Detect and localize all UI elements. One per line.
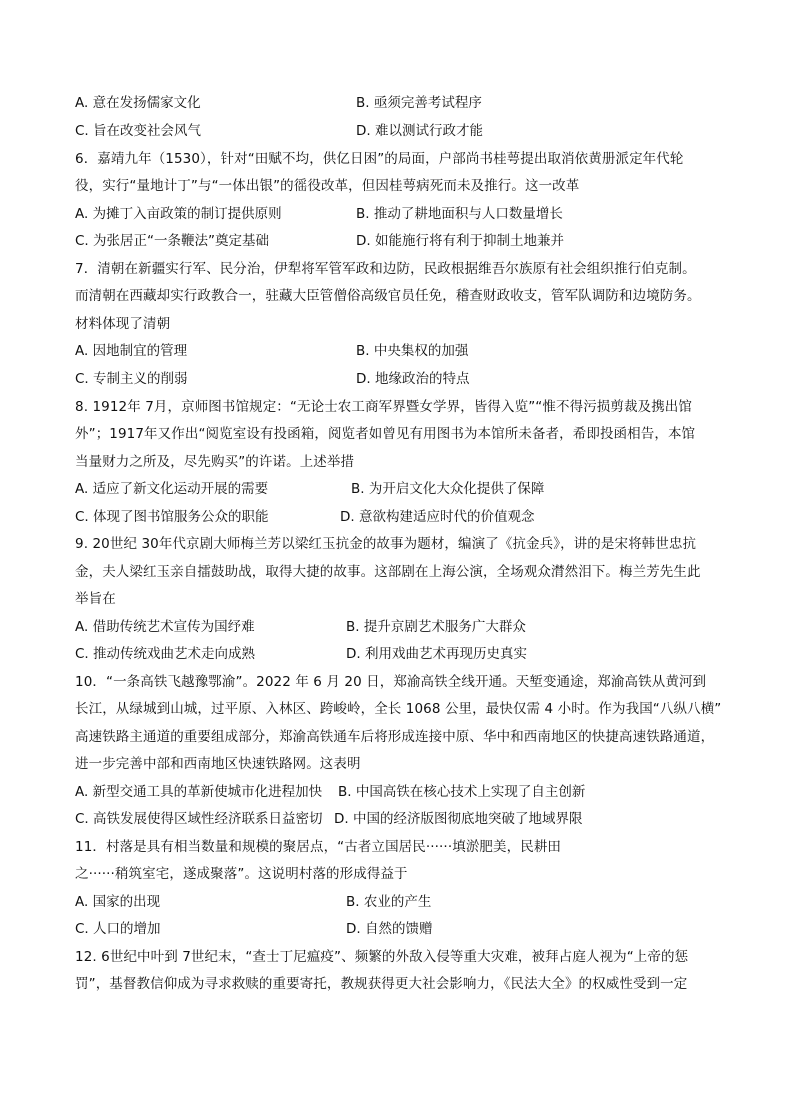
q10-option-a: A. 新型交通工具的革新使城市化进程加快 [75,784,323,800]
q8-stem-line: 当量财力之所及，尽先购买”的许诺。上述举措 [75,454,355,470]
q9-stem-line: 金，夫人梁红玉亲自擂鼓助战，取得大捷的故事。这部剧在上海公演，全场观众潸然泪下。梅兰芳先生此 [75,564,701,580]
q10-option-d: D. 中国的经济版图彻底地突破了地域界限 [334,811,583,827]
q8-stem-line: 8. 1912年 7月，京师图书馆规定：“无论士农工商军界暨女学界，皆得入览”“惟不得污损剪裁及携出馆 [75,399,692,415]
q9-option-c: C. 推动传统戏曲艺术走向成熟 [75,646,256,662]
q9-option-a: A. 借助传统艺术宣传为国纾难 [75,619,255,635]
q10-stem-line: 高速铁路主通道的重要组成部分，郑渝高铁通车后将形成连接中原、华中和西南地区的快捷高速铁路通道， [75,729,715,745]
q7-option-d: D. 地缘政治的特点 [356,371,470,387]
q6-option-c: C. 为张居正“一条鞭法”奠定基础 [75,233,269,249]
q7-option-b: B. 中央集权的加强 [356,343,469,359]
q9-stem-line: 举旨在 [75,591,116,607]
q10-stem-line: 进一步完善中部和西南地区快速铁路网。这表明 [75,756,361,772]
q5-option-b: B. 亟须完善考试程序 [356,95,482,111]
q9-option-b: B. 提升京剧艺术服务广大群众 [346,619,526,635]
q6-stem-line: 役，实行“量地计丁”与“一体出银”的徭役改革，但因桂萼病死而未及推行。这一改革 [75,178,580,194]
q10-stem-line: 10．“一条高铁飞越豫鄂渝”。2022 年 6 月 20 日，郑渝高铁全线开通。天堑变通途，郑渝高铁从黄河到 [75,674,707,690]
q6-option-d: D. 如能施行将有利于抑制土地兼并 [356,233,564,249]
q8-stem-line: 外”；1917年又作出“阅览室设有投函箱，阅览者如曾见有用图书为本馆所未备者，希即投函相告，本馆 [75,426,696,442]
q6-stem-line: 6．嘉靖九年（1530），针对“田赋不均，供亿日困”的局面，户部尚书桂萼提出取消依黄册派定年代轮 [75,151,684,167]
q12-stem-line: 12. 6世纪中叶到 7世纪末，“查士丁尼瘟疫”、频繁的外敌入侵等重大灾难，被拜占庭人视为“上帝的惩 [75,949,689,965]
q8-option-c: C. 体现了图书馆服务公众的职能 [75,509,269,525]
q11-stem-line: 之······稍筑室宅，遂成聚落”。这说明村落的形成得益于 [75,866,408,882]
q5-option-d: D. 难以测试行政才能 [356,123,483,139]
q7-stem-line: 而清朝在西藏却实行政教合一，驻藏大臣管僧俗高级官员任免，稽查财政收支，管军队调防和边境防务。 [75,288,701,304]
q5-option-a: A. 意在发扬儒家文化 [75,95,201,111]
q6-option-b: B. 推动了耕地面积与人口数量增长 [356,206,563,222]
q5-option-c: C. 旨在改变社会风气 [75,123,202,139]
q12-stem-line: 罚”，基督教信仰成为寻求救赎的重要寄托，教规获得更大社会影响力，《民法大全》的权威性受到一定 [75,976,688,992]
q11-option-c: C. 人口的增加 [75,921,161,937]
q10-stem-line: 长江，从绿城到山城，过平原、入林区、跨峻岭，全长 1068 公里，最快仅需 4 小时。作为我国“八纵八横” [75,701,722,717]
q7-stem-line: 材料体现了清朝 [75,316,171,332]
q7-option-a: A. 因地制宜的管理 [75,343,188,359]
q10-option-b: B. 中国高铁在核心技术上实现了自主创新 [338,784,586,800]
q11-option-a: A. 国家的出现 [75,894,161,910]
q7-option-c: C. 专制主义的削弱 [75,371,188,387]
q11-option-b: B. 农业的产生 [346,894,432,910]
q11-option-d: D. 自然的馈赠 [346,921,433,937]
q7-stem-line: 7．清朝在新疆实行军、民分治，伊犁将军管军政和边防，民政根据维吾尔族原有社会组织推行伯克制。 [75,261,696,277]
q9-stem-line: 9. 20世纪 30年代京剧大师梅兰芳以梁红玉抗金的故事为题材，编演了《抗金兵》，讲的是宋将韩世忠抗 [75,536,697,552]
q8-option-a: A. 适应了新文化运动开展的需要 [75,481,269,497]
q8-option-b: B. 为开启文化大众化提供了保障 [351,481,545,497]
q8-option-d: D. 意欲构建适应时代的价值观念 [340,509,535,525]
q10-option-c: C. 高铁发展使得区域性经济联系日益密切 [75,811,323,827]
q9-option-d: D. 利用戏曲艺术再现历史真实 [346,646,527,662]
q6-option-a: A. 为摊丁入亩政策的制订提供原则 [75,206,282,222]
q11-stem-line: 11．村落是具有相当数量和规模的聚居点，“古者立国居民······填淤肥美，民耕田 [75,839,562,855]
